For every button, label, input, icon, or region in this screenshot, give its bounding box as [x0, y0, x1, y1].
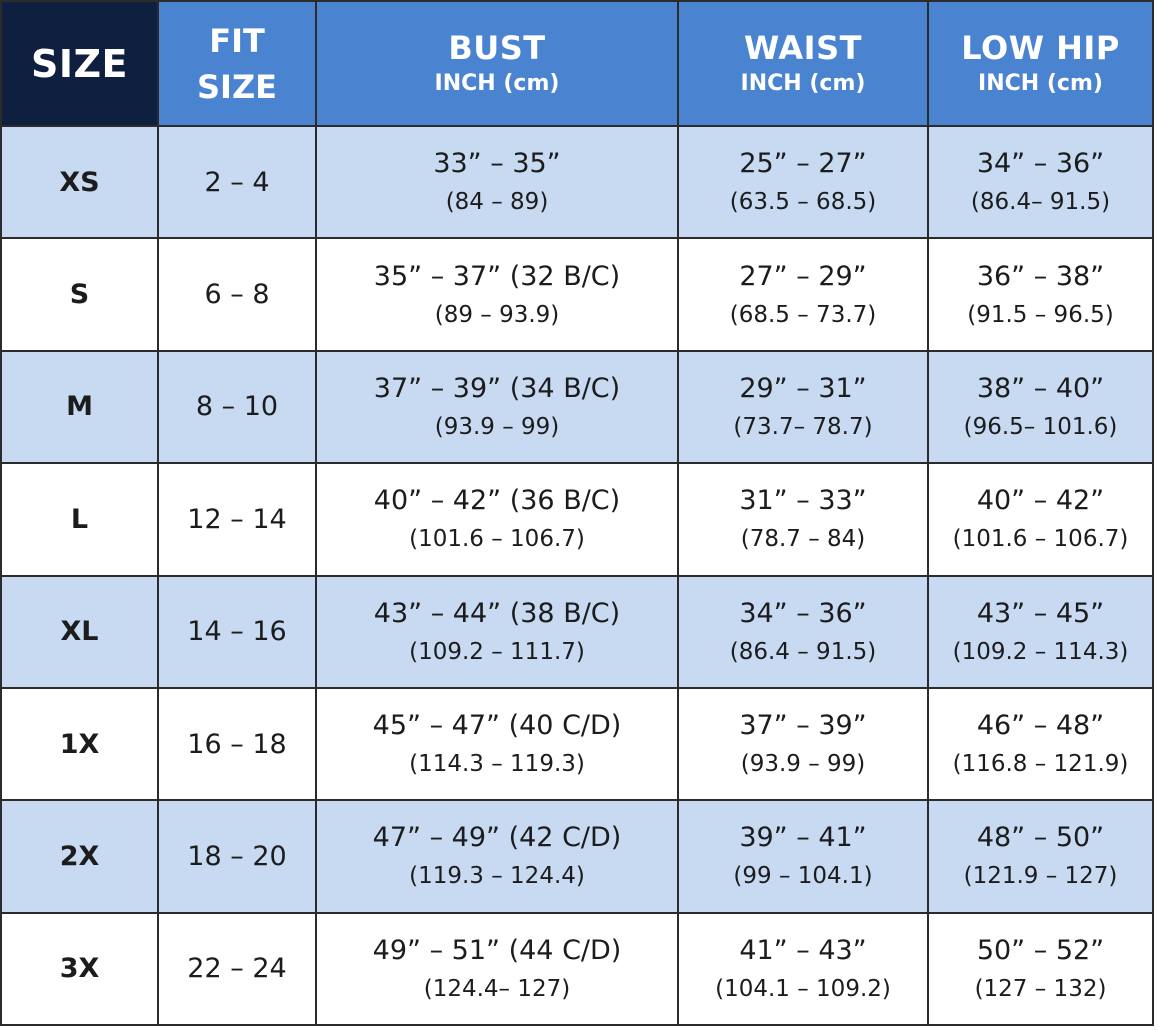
size-cell: 2X — [1, 800, 158, 912]
low-hip-cell-inches: 34” – 36” — [976, 148, 1105, 180]
low-hip-cell — [928, 688, 1153, 800]
bust-cell-inches: 43” – 44” (38 B/C) — [373, 597, 621, 629]
bust-cell — [316, 126, 678, 238]
waist-cell — [678, 688, 928, 800]
fit-size-cell: 12 – 14 — [158, 463, 316, 575]
waist-cell — [678, 351, 928, 463]
bust-cell-cm: (93.9 – 99) — [434, 413, 560, 440]
low-hip-cell — [928, 238, 1153, 350]
bust-cell — [316, 800, 678, 912]
table-row — [1, 913, 1153, 1025]
size-cell: 3X — [1, 913, 158, 1025]
size-column-header: SIZE — [1, 1, 158, 126]
waist-cell — [678, 913, 928, 1025]
bust-cell-cm: (119.3 – 124.4) — [409, 863, 585, 890]
size-rows — [1, 126, 1153, 1025]
low-hip-cell — [928, 463, 1153, 575]
fit-header-line2: SIZE — [196, 67, 277, 106]
fit-size-cell: 16 – 18 — [158, 688, 316, 800]
header-row — [1, 1, 1153, 126]
waist-cell — [678, 576, 928, 688]
low-hip-cell-cm: (127 – 132) — [974, 975, 1107, 1002]
low-hip-cell-cm: (109.2 – 114.3) — [952, 638, 1129, 665]
low-hip-cell-inches: 38” – 40” — [976, 372, 1105, 404]
bust-cell-inches: 35” – 37” (32 B/C) — [373, 260, 621, 292]
bust-cell-inches: 45” – 47” (40 C/D) — [372, 710, 622, 742]
low-hip-cell-inches: 48” – 50” — [976, 822, 1105, 854]
fit-size-cell: 2 – 4 — [158, 126, 316, 238]
bust-cell-cm: (109.2 – 111.7) — [409, 638, 585, 665]
waist-cell — [678, 238, 928, 350]
waist-cell-cm: (93.9 – 99) — [740, 751, 866, 778]
low-hip-cell — [928, 913, 1153, 1025]
table-row — [1, 576, 1153, 688]
bust-cell-cm: (124.4– 127) — [423, 975, 571, 1002]
waist-header-unit: INCH (cm) — [740, 70, 866, 96]
fit-size-cell: 18 – 20 — [158, 800, 316, 912]
fit-size-cell: 6 – 8 — [158, 238, 316, 350]
low-hip-cell-inches: 46” – 48” — [976, 710, 1105, 742]
bust-header-title: BUST — [448, 28, 546, 67]
low-hip-cell — [928, 126, 1153, 238]
fit-header-line1: FIT — [209, 21, 265, 60]
bust-cell-inches: 37” – 39” (34 B/C) — [373, 372, 621, 404]
low-hip-cell-inches: 43” – 45” — [976, 597, 1105, 629]
size-cell: XL — [1, 576, 158, 688]
bust-cell-cm: (101.6 – 106.7) — [409, 526, 585, 553]
low-hip-cell-cm: (121.9 – 127) — [963, 863, 1118, 890]
bust-header-unit: INCH (cm) — [434, 70, 560, 96]
bust-cell-inches: 47” – 49” (42 C/D) — [372, 822, 622, 854]
bust-cell — [316, 688, 678, 800]
low-hip-cell-inches: 36” – 38” — [976, 260, 1105, 292]
size-cell: M — [1, 351, 158, 463]
size-cell: XS — [1, 126, 158, 238]
bust-cell — [316, 576, 678, 688]
waist-cell — [678, 463, 928, 575]
waist-cell-inches: 34” – 36” — [739, 597, 867, 629]
bust-cell-cm: (114.3 – 119.3) — [409, 751, 585, 778]
bust-cell-cm: (84 – 89) — [445, 189, 549, 216]
table-row — [1, 463, 1153, 575]
low-hip-header-unit: INCH (cm) — [978, 70, 1103, 96]
waist-cell — [678, 800, 928, 912]
fit-size-cell: 22 – 24 — [158, 913, 316, 1025]
size-cell: L — [1, 463, 158, 575]
low-hip-column-header — [928, 1, 1153, 126]
waist-header-title: WAIST — [744, 28, 862, 67]
bust-cell — [316, 463, 678, 575]
waist-cell-inches: 27” – 29” — [739, 260, 867, 292]
bust-cell — [316, 238, 678, 350]
table-row — [1, 351, 1153, 463]
fit-size-cell: 8 – 10 — [158, 351, 316, 463]
waist-cell-inches: 41” – 43” — [739, 934, 867, 966]
table-row — [1, 800, 1153, 912]
bust-cell-inches: 40” – 42” (36 B/C) — [373, 485, 621, 517]
waist-cell-cm: (86.4 – 91.5) — [729, 638, 877, 665]
waist-cell — [678, 126, 928, 238]
waist-column-header — [678, 1, 928, 126]
waist-cell-cm: (73.7– 78.7) — [733, 413, 873, 440]
bust-cell-inches: 49” – 51” (44 C/D) — [372, 934, 622, 966]
low-hip-cell — [928, 351, 1153, 463]
low-hip-cell — [928, 576, 1153, 688]
bust-cell — [316, 913, 678, 1025]
bust-column-header — [316, 1, 678, 126]
bust-cell — [316, 351, 678, 463]
bust-cell-inches: 33” – 35” — [433, 148, 561, 180]
low-hip-cell-cm: (116.8 – 121.9) — [952, 751, 1129, 778]
waist-cell-cm: (63.5 – 68.5) — [729, 189, 877, 216]
table-row — [1, 688, 1153, 800]
bust-cell-cm: (89 – 93.9) — [434, 301, 560, 328]
low-hip-cell-inches: 40” – 42” — [976, 485, 1105, 517]
waist-cell-cm: (68.5 – 73.7) — [729, 301, 877, 328]
size-cell: 1X — [1, 688, 158, 800]
waist-cell-cm: (99 – 104.1) — [733, 863, 873, 890]
waist-cell-inches: 31” – 33” — [739, 485, 867, 517]
fit-size-cell: 14 – 16 — [158, 576, 316, 688]
waist-cell-inches: 25” – 27” — [739, 148, 867, 180]
waist-cell-cm: (78.7 – 84) — [740, 526, 866, 553]
low-hip-cell-cm: (101.6 – 106.7) — [952, 526, 1129, 553]
table-row — [1, 126, 1153, 238]
low-hip-cell-cm: (96.5– 101.6) — [963, 413, 1118, 440]
low-hip-cell-inches: 50” – 52” — [976, 934, 1105, 966]
waist-cell-inches: 37” – 39” — [739, 710, 867, 742]
low-hip-header-title: LOW HIP — [961, 28, 1120, 67]
table-row — [1, 238, 1153, 350]
size-cell: S — [1, 238, 158, 350]
fit-size-column-header — [158, 1, 316, 126]
low-hip-cell-cm: (86.4– 91.5) — [970, 189, 1111, 216]
waist-cell-inches: 29” – 31” — [739, 372, 867, 404]
waist-cell-cm: (104.1 – 109.2) — [715, 975, 891, 1002]
low-hip-cell-cm: (91.5 – 96.5) — [967, 301, 1114, 328]
waist-cell-inches: 39” – 41” — [739, 822, 867, 854]
low-hip-cell — [928, 800, 1153, 912]
